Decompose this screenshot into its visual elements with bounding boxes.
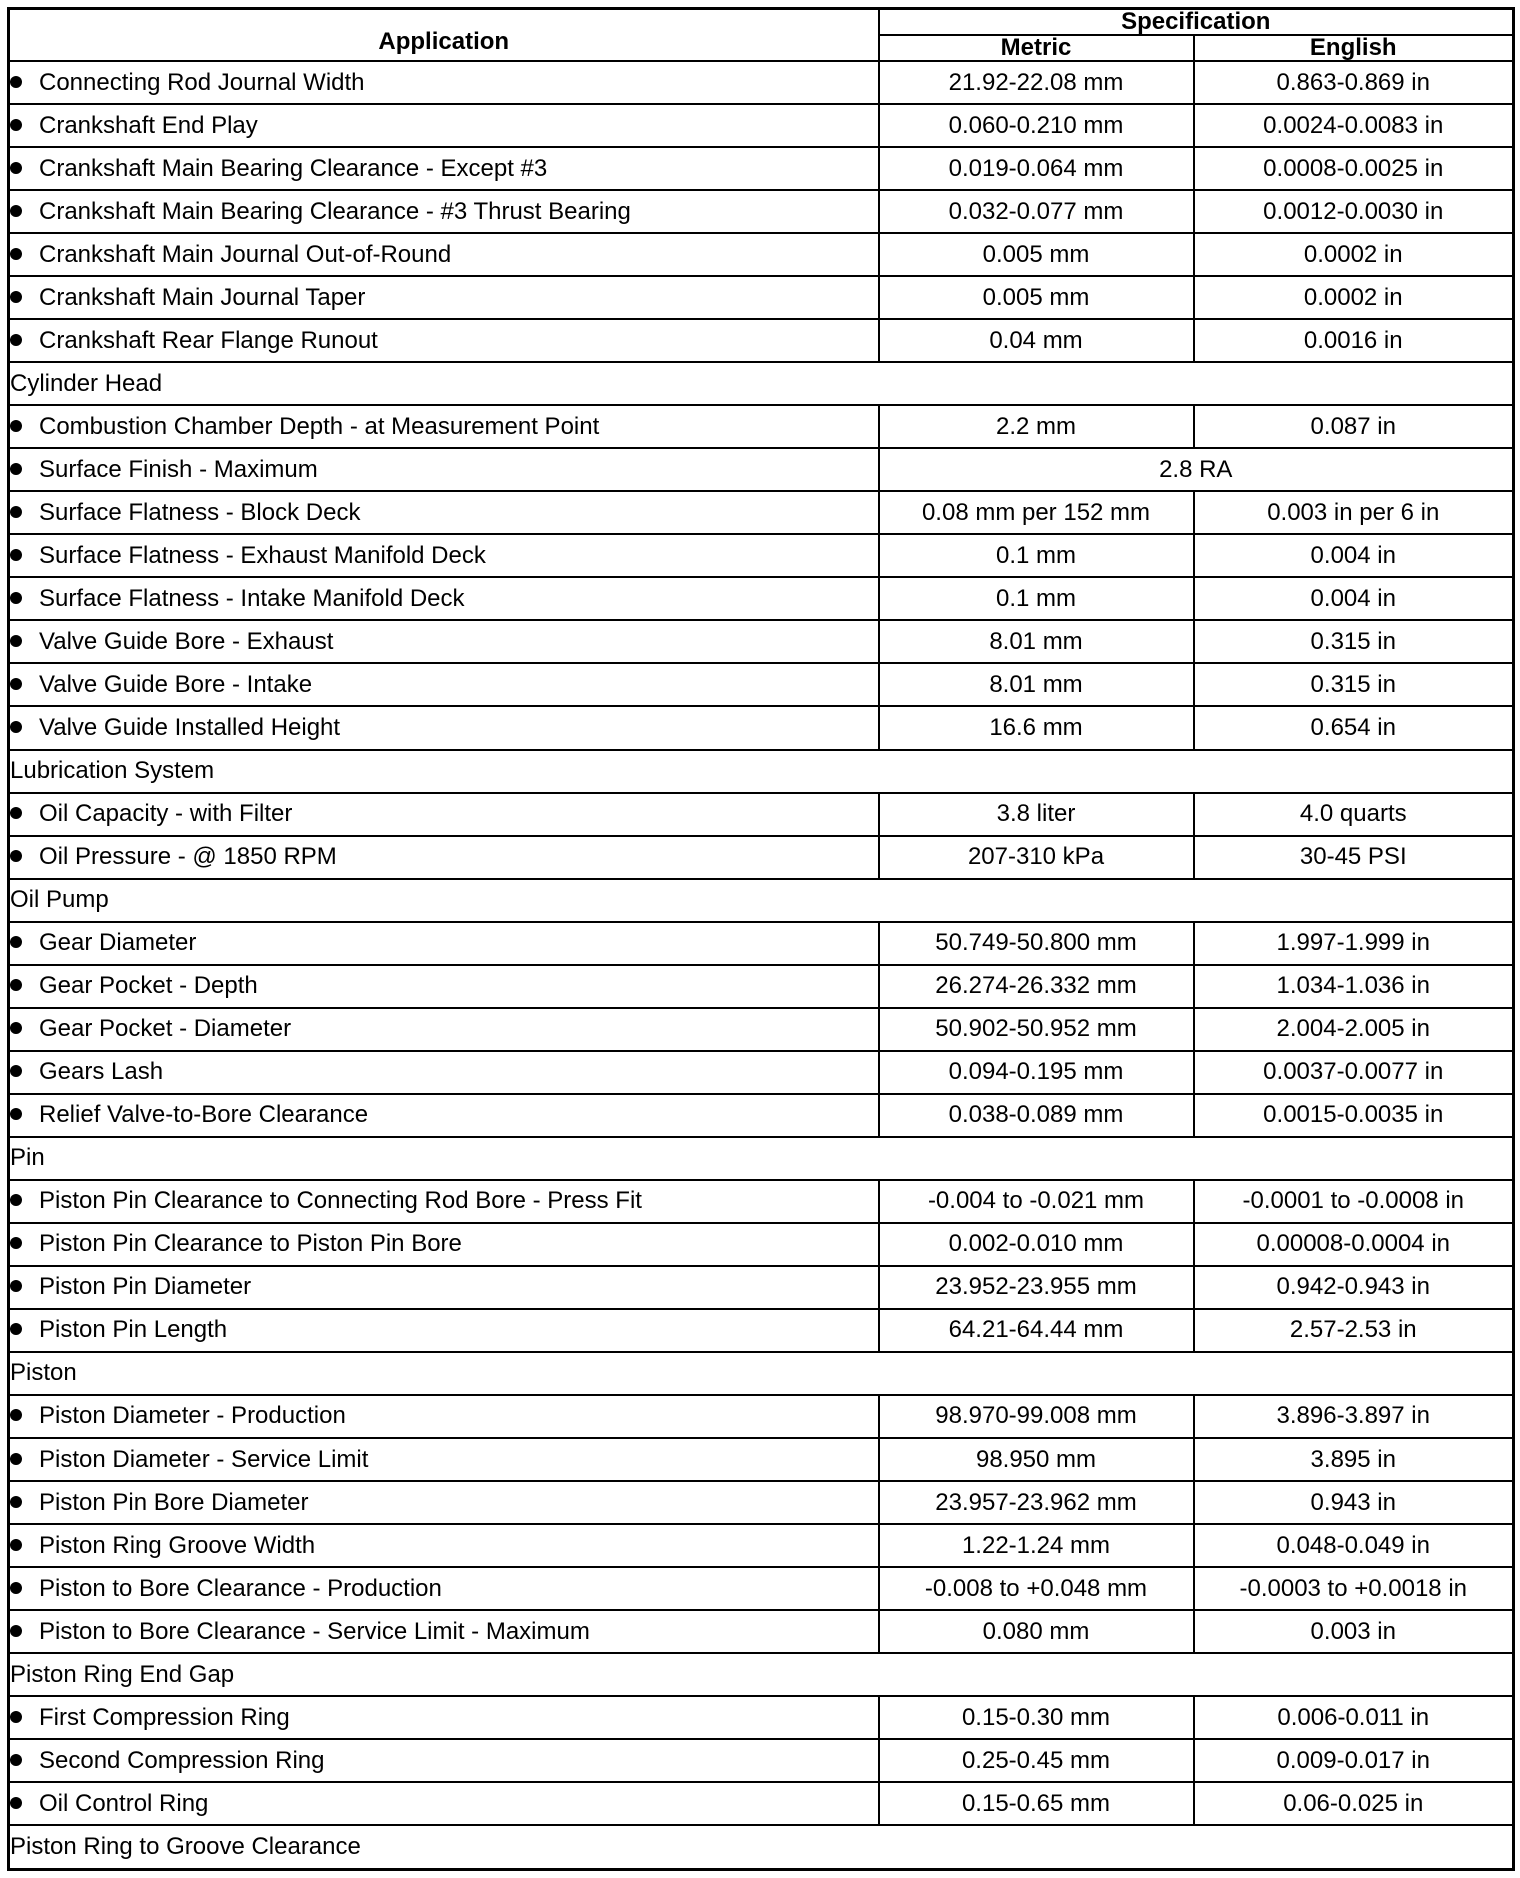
bullet-icon [10,850,22,862]
application-cell [9,190,879,233]
english-value: 0.009-0.017 in [1194,1739,1514,1782]
metric-value: 50.902-50.952 mm [879,1008,1194,1051]
application-label: Connecting Rod Journal Width [39,68,365,96]
bullet-icon [10,1625,22,1637]
application-label: Crankshaft End Play [39,111,258,139]
table-row [9,190,1514,233]
table-body [9,61,1514,1870]
table-row [9,448,1514,491]
application-label: Gear Diameter [39,929,197,957]
application-label: Oil Pressure - @ 1850 RPM [39,843,337,871]
metric-value: 0.005 mm [879,233,1194,276]
application-label: Oil Control Ring [39,1789,209,1817]
english-value: 0.0012-0.0030 in [1194,190,1514,233]
specification-header: Specification [879,9,1514,36]
metric-value: 64.21-64.44 mm [879,1309,1194,1352]
application-cell [9,233,879,276]
application-cell [9,663,879,706]
metric-value: 0.094-0.195 mm [879,1051,1194,1094]
application-cell [9,61,879,104]
table-row [9,577,1514,620]
bullet-icon [10,1323,22,1335]
application-label: Piston Ring Groove Width [39,1531,316,1559]
application-cell [9,1094,879,1137]
bullet-icon [10,291,22,303]
section-title: Cylinder Head [9,362,1514,405]
table-row [9,1610,1514,1653]
application-cell [9,1567,879,1610]
table-row [9,1266,1514,1309]
application-label: First Compression Ring [39,1703,290,1731]
metric-value: 23.957-23.962 mm [879,1481,1194,1524]
metric-value: 0.002-0.010 mm [879,1223,1194,1266]
english-value: 2.57-2.53 in [1194,1309,1514,1352]
application-cell [9,620,879,663]
bullet-icon [10,1108,22,1120]
application-label: Crankshaft Main Journal Taper [39,283,366,311]
metric-value: 3.8 liter [879,793,1194,836]
table-header [9,9,1514,62]
table-row [9,1180,1514,1223]
table-row [9,405,1514,448]
application-cell [9,1309,879,1352]
bullet-icon [10,248,22,260]
section-row [9,750,1514,793]
table-row [9,1524,1514,1567]
table-row [9,491,1514,534]
table-row [9,1309,1514,1352]
english-value: 0.06-0.025 in [1194,1782,1514,1825]
application-cell [9,706,879,749]
application-label: Relief Valve-to-Bore Clearance [39,1101,369,1129]
application-label: Gear Pocket - Diameter [39,1015,292,1043]
application-cell [9,276,879,319]
english-value: 0.0002 in [1194,233,1514,276]
metric-value: 207-310 kPa [879,836,1194,879]
table-row [9,1739,1514,1782]
metric-value: 26.274-26.332 mm [879,965,1194,1008]
application-label: Piston Diameter - Service Limit [39,1445,369,1473]
application-cell [9,1739,879,1782]
bullet-icon [10,1022,22,1034]
section-row [9,1137,1514,1180]
table-row [9,276,1514,319]
application-cell [9,577,879,620]
application-label: Crankshaft Rear Flange Runout [39,326,378,354]
table-row [9,793,1514,836]
table-row [9,1395,1514,1438]
application-cell [9,1223,879,1266]
bullet-icon [10,936,22,948]
bullet-icon [10,979,22,991]
bullet-icon [10,635,22,647]
metric-value: 50.749-50.800 mm [879,922,1194,965]
english-value: 0.003 in per 6 in [1194,491,1514,534]
application-cell [9,1008,879,1051]
table-row [9,1696,1514,1739]
bullet-icon [10,76,22,88]
application-cell [9,147,879,190]
bullet-icon [10,1496,22,1508]
table-row [9,61,1514,104]
bullet-icon [10,1409,22,1421]
bullet-icon [10,678,22,690]
application-label: Piston to Bore Clearance - Service Limit - Maximum [39,1617,590,1645]
english-value: 0.943 in [1194,1481,1514,1524]
metric-value: 0.1 mm [879,577,1194,620]
metric-value: 98.950 mm [879,1438,1194,1481]
english-value: 0.0002 in [1194,276,1514,319]
english-value: 0.004 in [1194,534,1514,577]
english-value: 2.004-2.005 in [1194,1008,1514,1051]
metric-value: 2.2 mm [879,405,1194,448]
english-value: 4.0 quarts [1194,793,1514,836]
english-value: 0.0015-0.0035 in [1194,1094,1514,1137]
english-value: 0.0024-0.0083 in [1194,104,1514,147]
english-value: 3.895 in [1194,1438,1514,1481]
english-value: 0.048-0.049 in [1194,1524,1514,1567]
application-cell [9,793,879,836]
bullet-icon [10,205,22,217]
application-label: Surface Flatness - Block Deck [39,498,361,526]
english-value: 1.034-1.036 in [1194,965,1514,1008]
metric-value: 0.15-0.65 mm [879,1782,1194,1825]
bullet-icon [10,420,22,432]
metric-value: 0.005 mm [879,276,1194,319]
application-label: Piston to Bore Clearance - Production [39,1574,442,1602]
application-label: Piston Pin Clearance to Piston Pin Bore [39,1230,462,1258]
bullet-icon [10,549,22,561]
section-row [9,1352,1514,1395]
bullet-icon [10,1582,22,1594]
metric-value: 0.15-0.30 mm [879,1696,1194,1739]
bullet-icon [10,592,22,604]
metric-value: 8.01 mm [879,663,1194,706]
metric-value: 0.08 mm per 152 mm [879,491,1194,534]
application-cell [9,836,879,879]
metric-value: 0.080 mm [879,1610,1194,1653]
application-cell [9,491,879,534]
table-row [9,965,1514,1008]
section-title: Piston Ring End Gap [9,1653,1514,1696]
application-label: Oil Capacity - with Filter [39,800,293,828]
english-value: 0.0016 in [1194,319,1514,362]
application-cell [9,922,879,965]
application-label: Piston Pin Length [39,1316,228,1344]
english-value: 0.00008-0.0004 in [1194,1223,1514,1266]
application-cell [9,1438,879,1481]
application-cell [9,1610,879,1653]
bullet-icon [10,1711,22,1723]
application-label: Second Compression Ring [39,1746,325,1774]
metric-value: 0.032-0.077 mm [879,190,1194,233]
application-label: Valve Guide Installed Height [39,713,341,741]
table-row [9,922,1514,965]
application-label: Surface Flatness - Intake Manifold Deck [39,584,465,612]
section-title: Piston [9,1352,1514,1395]
application-label: Piston Pin Clearance to Connecting Rod Bore - Press Fit [39,1187,642,1215]
english-value: 0.0037-0.0077 in [1194,1051,1514,1094]
application-label: Valve Guide Bore - Intake [39,670,313,698]
english-value: 1.997-1.999 in [1194,922,1514,965]
section-title: Oil Pump [9,879,1514,922]
application-cell [9,405,879,448]
application-label: Surface Flatness - Exhaust Manifold Deck [39,541,486,569]
application-label: Crankshaft Main Bearing Clearance - Except #3 [39,154,548,182]
specification-value: 2.8 RA [879,448,1514,491]
english-value: 3.896-3.897 in [1194,1395,1514,1438]
metric-value: 0.038-0.089 mm [879,1094,1194,1137]
section-row [9,879,1514,922]
english-value: 0.004 in [1194,577,1514,620]
english-value: 0.315 in [1194,663,1514,706]
metric-value: 8.01 mm [879,620,1194,663]
metric-value: 0.1 mm [879,534,1194,577]
english-value: -0.0001 to -0.0008 in [1194,1180,1514,1223]
spec-sheet [7,7,1512,1871]
application-cell [9,1051,879,1094]
section-title: Lubrication System [9,750,1514,793]
application-label: Surface Finish - Maximum [39,455,318,483]
table-row [9,104,1514,147]
table-row [9,706,1514,749]
bullet-icon [10,1754,22,1766]
application-label: Piston Diameter - Production [39,1402,346,1430]
english-value: 0.003 in [1194,1610,1514,1653]
table-row [9,1481,1514,1524]
table-row [9,663,1514,706]
table-row [9,836,1514,879]
application-cell [9,448,879,491]
section-row [9,1825,1514,1869]
table-row [9,1094,1514,1137]
english-value: 0.0008-0.0025 in [1194,147,1514,190]
bullet-icon [10,162,22,174]
metric-value: 1.22-1.24 mm [879,1524,1194,1567]
bullet-icon [10,807,22,819]
bullet-icon [10,1065,22,1077]
application-label: Crankshaft Main Journal Out-of-Round [39,240,452,268]
application-label: Piston Pin Diameter [39,1273,252,1301]
bullet-icon [10,1280,22,1292]
bullet-icon [10,1539,22,1551]
bullet-icon [10,506,22,518]
application-label: Combustion Chamber Depth - at Measurement Point [39,412,600,440]
table-row [9,1051,1514,1094]
metric-value: 0.060-0.210 mm [879,104,1194,147]
english-value: 0.006-0.011 in [1194,1696,1514,1739]
english-value: 30-45 PSI [1194,836,1514,879]
table-row [9,1567,1514,1610]
english-value: 0.654 in [1194,706,1514,749]
application-label: Valve Guide Bore - Exhaust [39,627,334,655]
bullet-icon [10,463,22,475]
metric-value: 21.92-22.08 mm [879,61,1194,104]
bullet-icon [10,119,22,131]
application-label: Gears Lash [39,1058,164,1086]
metric-value: 0.25-0.45 mm [879,1739,1194,1782]
bullet-icon [10,1237,22,1249]
table-row [9,319,1514,362]
application-cell [9,1481,879,1524]
metric-value: 98.970-99.008 mm [879,1395,1194,1438]
table-row [9,233,1514,276]
english-header: English [1194,35,1514,61]
section-title: Pin [9,1137,1514,1180]
application-cell [9,1524,879,1567]
table-row [9,147,1514,190]
bullet-icon [10,721,22,733]
application-cell [9,1180,879,1223]
header-row-top [9,9,1514,36]
table-row [9,1008,1514,1051]
bullet-icon [10,334,22,346]
application-cell [9,965,879,1008]
metric-value: -0.004 to -0.021 mm [879,1180,1194,1223]
metric-value: 0.04 mm [879,319,1194,362]
application-cell [9,1782,879,1825]
metric-value: 23.952-23.955 mm [879,1266,1194,1309]
metric-value: 16.6 mm [879,706,1194,749]
application-cell [9,534,879,577]
english-value: 0.087 in [1194,405,1514,448]
table-row [9,1782,1514,1825]
section-row [9,362,1514,405]
english-value: 0.315 in [1194,620,1514,663]
application-cell [9,1266,879,1309]
table-row [9,1223,1514,1266]
specification-table [7,7,1515,1871]
application-label: Piston Pin Bore Diameter [39,1488,309,1516]
bullet-icon [10,1453,22,1465]
section-title: Piston Ring to Groove Clearance [9,1825,1514,1869]
table-row [9,620,1514,663]
metric-value: -0.008 to +0.048 mm [879,1567,1194,1610]
section-row [9,1653,1514,1696]
bullet-icon [10,1797,22,1809]
english-value: 0.942-0.943 in [1194,1266,1514,1309]
bullet-icon [10,1194,22,1206]
application-header: Application [9,9,879,62]
application-label: Crankshaft Main Bearing Clearance - #3 Thrust Bearing [39,197,631,225]
table-row [9,534,1514,577]
application-cell [9,104,879,147]
english-value: -0.0003 to +0.0018 in [1194,1567,1514,1610]
metric-header: Metric [879,35,1194,61]
application-cell [9,1696,879,1739]
application-label: Gear Pocket - Depth [39,972,258,1000]
application-cell [9,1395,879,1438]
english-value: 0.863-0.869 in [1194,61,1514,104]
metric-value: 0.019-0.064 mm [879,147,1194,190]
application-cell [9,319,879,362]
table-row [9,1438,1514,1481]
